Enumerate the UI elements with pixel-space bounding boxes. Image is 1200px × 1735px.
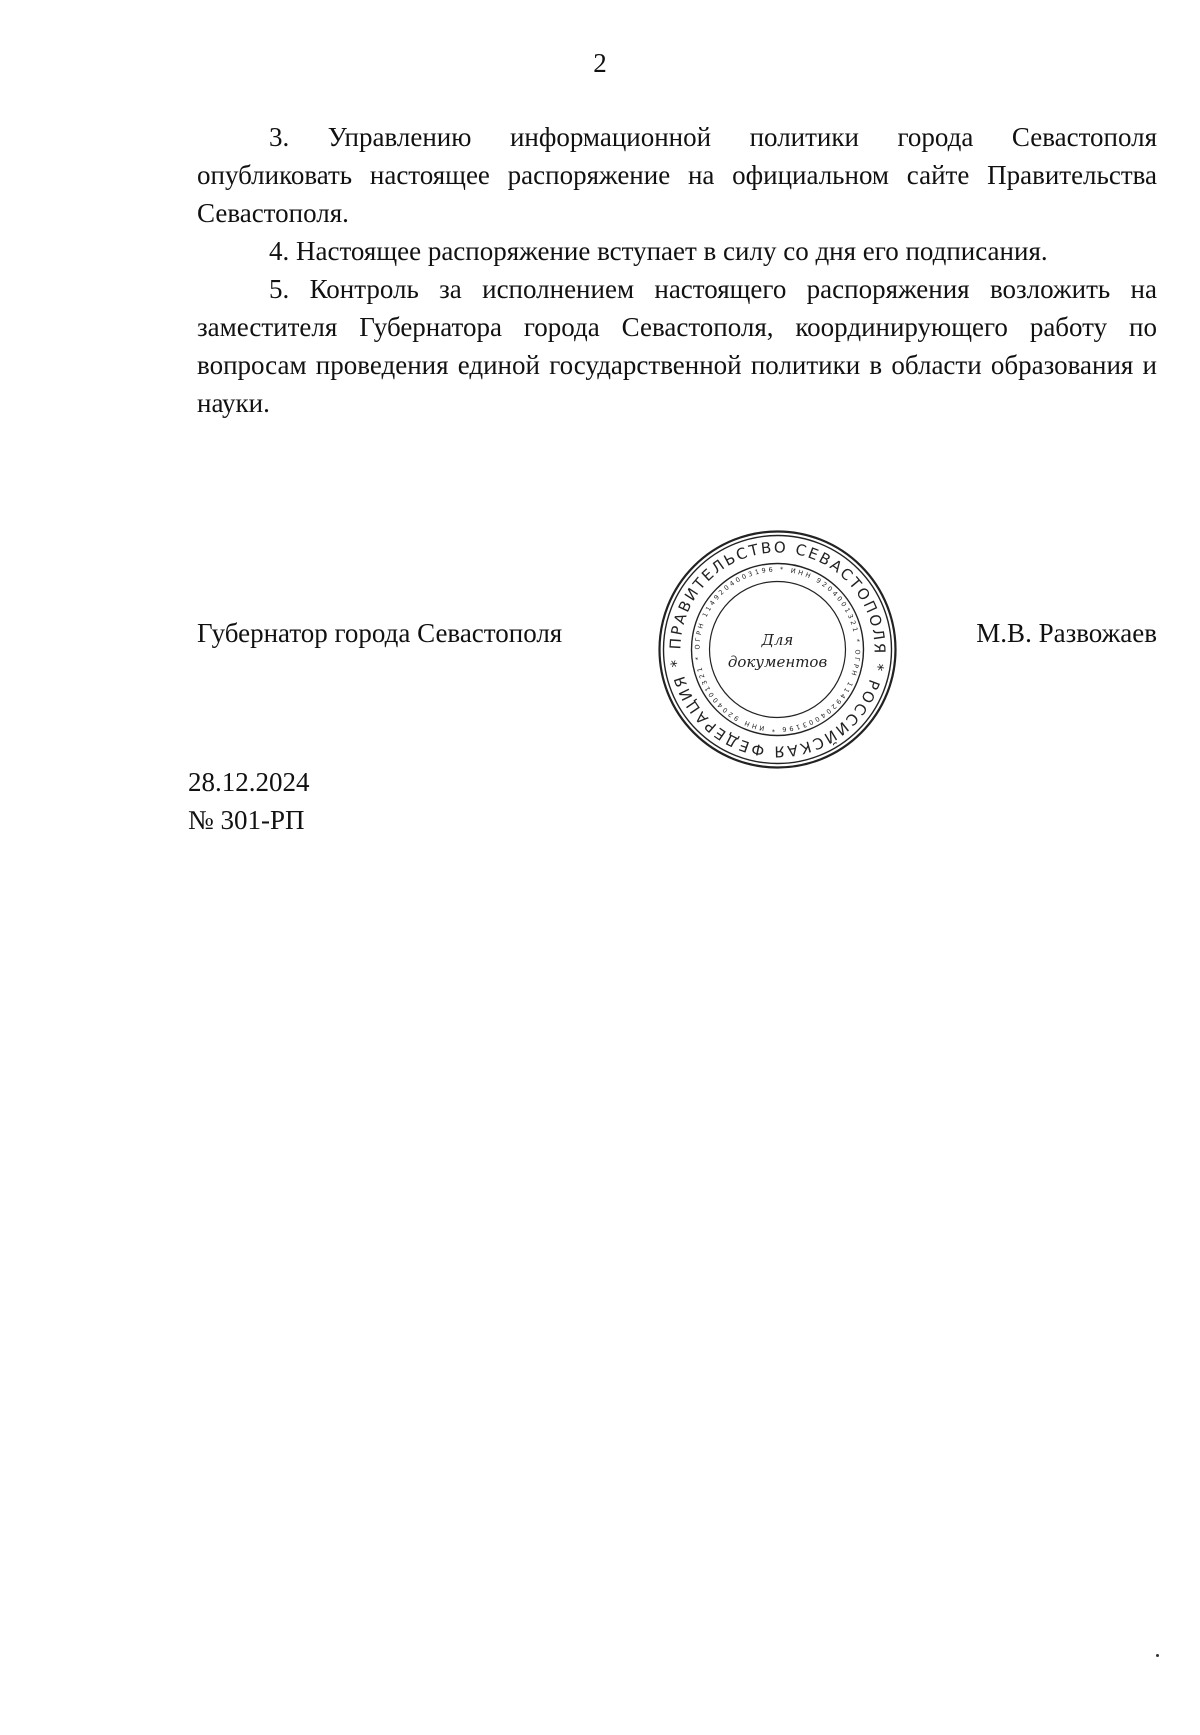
page-number: 2 (593, 48, 607, 78)
paragraph-4: 4. Настоящее распоряжение вступает в силу со дня его подписания. (269, 236, 1048, 266)
official-seal-stamp (655, 527, 900, 772)
seal-center-line-2: документов (727, 653, 828, 671)
seal-outer-text: ПРАВИТЕЛЬСТВО СЕВАСТОПОЛЯ * РОССИЙСКАЯ ФЕДЕРАЦИЯ * (666, 538, 889, 761)
signer-name: М.В. Развожаев (976, 618, 1157, 648)
seal-inner-text: ОГРН 1149204003196 * ИНН 9204001321 * ОГРН 1149204003196 * ИНН 9204001321 * (693, 565, 862, 734)
svg-text:ОГРН 1149204003196 * ИНН 92040 (693, 565, 861, 733)
seal-center-line-1: Для (761, 631, 794, 649)
paragraph-5: 5. Контроль за исполнением настоящего распоряжения возложить на заместителя Губернатора города Севастополя, координирующего работу по вопросам проведения единой государственной политики в области образования и науки. (197, 274, 1157, 418)
document-date: 28.12.2024 (188, 767, 310, 797)
document-body (197, 118, 1157, 422)
document-meta (188, 763, 310, 839)
paragraph-3: 3. Управлению информационной политики города Севастополя опубликовать настоящее распоряжение на официальном сайте Правительства Севастополя. (197, 122, 1157, 228)
document-number: № 301-РП (188, 805, 305, 835)
signer-position: Губернатор города Севастополя (197, 618, 563, 648)
scan-artifact-dot (1156, 1654, 1159, 1657)
